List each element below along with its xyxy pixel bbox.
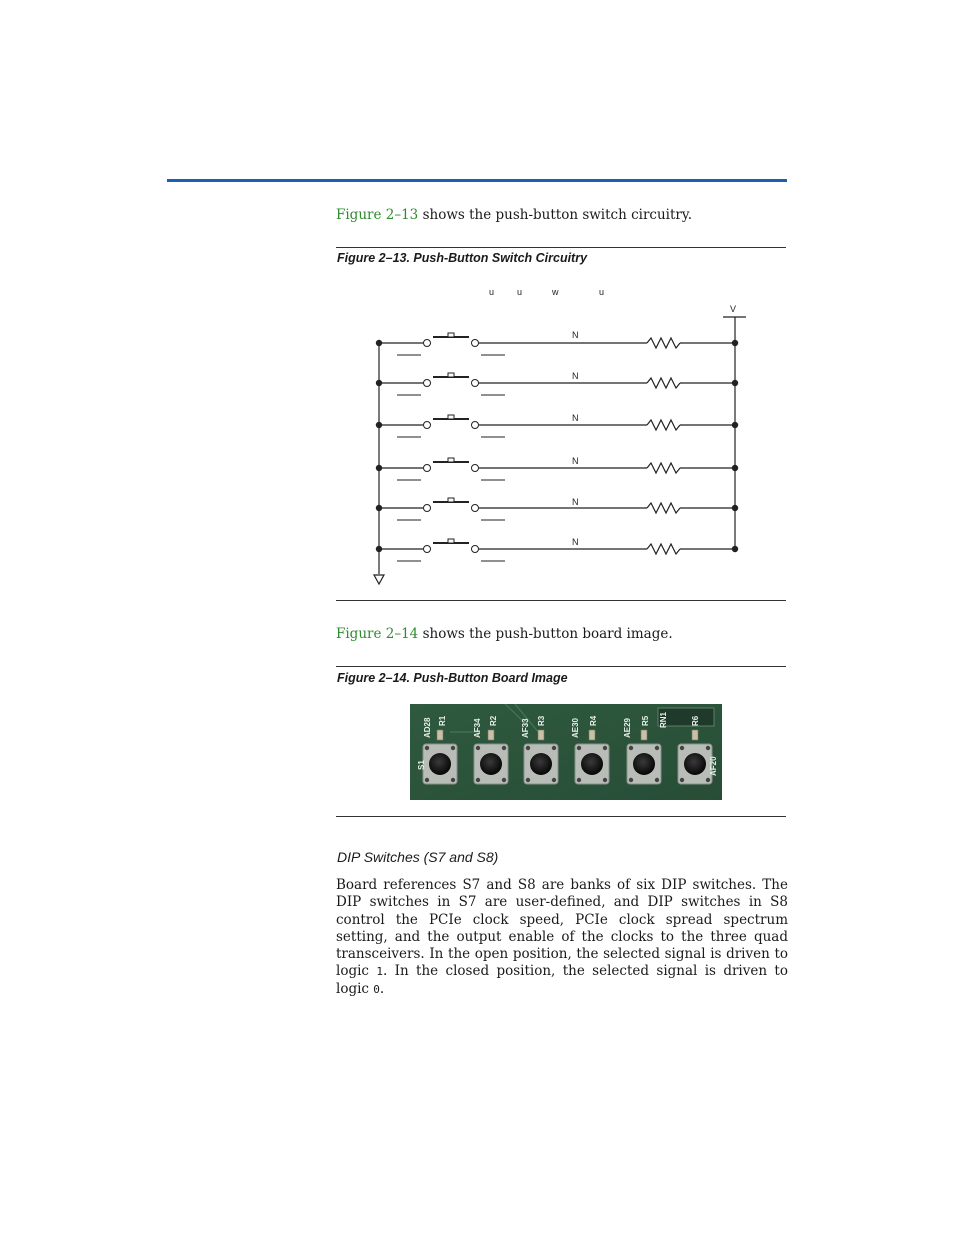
button-pin [680,746,684,750]
junction-dot [376,505,382,511]
button-pin [526,746,530,750]
button-pin [425,778,429,782]
smd-resistor [589,730,595,740]
push-button-cap [633,753,655,775]
board-label: R6 [691,715,700,726]
header-char: u [517,287,523,297]
resistor-symbol [647,544,680,554]
resistor-symbol [647,503,680,513]
header-char: w [552,287,559,297]
logic-one-code: 1 [376,965,383,979]
smd-resistor [538,730,544,740]
section-body [336,877,788,998]
push-button-cap [429,753,451,775]
switch-plunger [448,458,454,462]
junction-dot [376,340,382,346]
ground-symbol [374,575,384,584]
push-button-cap [684,753,706,775]
button-pin [603,778,607,782]
switch-contact [472,546,479,553]
button-pin [629,746,633,750]
net-label: N [572,371,579,381]
junction-dot [376,422,382,428]
button-pin [706,778,710,782]
figure-13-intro [336,207,786,225]
button-pin [577,778,581,782]
junction-dot [376,380,382,386]
smd-resistor [488,730,494,740]
junction-dot [376,546,382,552]
junction-dot [376,465,382,471]
figure-14-link[interactable]: Figure 2–14 [336,626,419,642]
board-label: RN1 [659,711,668,728]
resistor-symbol [647,463,680,473]
net-label: N [572,330,579,340]
board-label: AD28 [423,717,432,738]
figure-13-link[interactable]: Figure 2–13 [336,207,419,223]
figure-13-bottom-rule [336,600,786,601]
push-button-cap [480,753,502,775]
button-pin [425,746,429,750]
body-text-part: . In the closed position, the selected signal is driven to logic [336,963,788,997]
junction-dot [732,422,738,428]
button-pin [680,778,684,782]
net-label: N [572,497,579,507]
button-pin [502,746,506,750]
button-pin [502,778,506,782]
header-char: u [599,287,605,297]
junction-dot [732,465,738,471]
board-label: R3 [537,715,546,726]
switch-contact [472,422,479,429]
switch-plunger [448,415,454,419]
board-label: AF33 [521,718,530,738]
button-pin [552,778,556,782]
net-label: N [572,456,579,466]
switch-plunger [448,498,454,502]
switch-contact [472,380,479,387]
junction-dot [732,380,738,386]
smd-resistor [641,730,647,740]
board-label: R2 [489,715,498,726]
switch-plunger [448,333,454,337]
board-label: AE30 [571,717,580,738]
figure-13-intro-text: shows the push-button switch circuitry. [418,207,692,223]
button-pin [706,746,710,750]
resistor-symbol [647,378,680,388]
board-label: R5 [641,715,650,726]
switch-plunger [448,539,454,543]
button-pin [476,746,480,750]
smd-resistor [692,730,698,740]
board-label: R4 [589,715,598,726]
smd-resistor [437,730,443,740]
button-pin [526,778,530,782]
push-button-cap [530,753,552,775]
push-button-cap [581,753,603,775]
body-text-part: Board references S7 and S8 are banks of six DIP switches. The DIP switches in S7 are user-defined, and DIP switches in S8 control the PCIe clock speed, PCIe clock spread spectrum setting, and the output enable of the clocks to the three quad transceivers. In the open position, the selected signal is driven to logic [336,877,788,980]
button-pin [603,746,607,750]
button-pin [552,746,556,750]
switch-contact [424,465,431,472]
figure-14-intro-text: shows the push-button board image. [418,626,673,642]
net-label: N [572,413,579,423]
button-pin [577,746,581,750]
figure-14-intro [336,626,786,644]
board-label: AF20 [709,756,718,776]
button-pin [451,778,455,782]
figure-14-bottom-rule [336,816,786,817]
figure-14-top-rule [336,666,786,667]
vcc-label: V [730,304,737,314]
switch-contact [424,340,431,347]
resistor-symbol [647,338,680,348]
switch-contact [424,422,431,429]
switch-contact [424,505,431,512]
switch-contact [424,380,431,387]
figure-13-caption: Figure 2–13. Push-Button Switch Circuitry [337,251,588,265]
switch-plunger [448,373,454,377]
button-pin [655,778,659,782]
board-label: R1 [438,715,447,726]
push-button-circuit-diagram [336,272,788,596]
figure-14-caption: Figure 2–14. Push-Button Board Image [337,671,568,685]
board-label: S1 [417,760,426,770]
junction-dot [732,340,738,346]
section-heading: DIP Switches (S7 and S8) [337,849,499,865]
button-pin [629,778,633,782]
header-char: u [489,287,495,297]
button-pin [476,778,480,782]
board-label: AF34 [473,718,482,738]
header-rule [167,179,787,182]
switch-contact [472,340,479,347]
board-label: AE29 [623,717,632,738]
switch-contact [424,546,431,553]
logic-zero-code: 0 [373,982,380,996]
junction-dot [732,505,738,511]
body-text-part: . [379,980,385,997]
button-pin [451,746,455,750]
push-button-board-image [410,704,722,800]
switch-contact [472,465,479,472]
resistor-symbol [647,420,680,430]
junction-dot [732,546,738,552]
switch-contact [472,505,479,512]
figure-13-top-rule [336,247,786,248]
net-label: N [572,537,579,547]
button-pin [655,746,659,750]
